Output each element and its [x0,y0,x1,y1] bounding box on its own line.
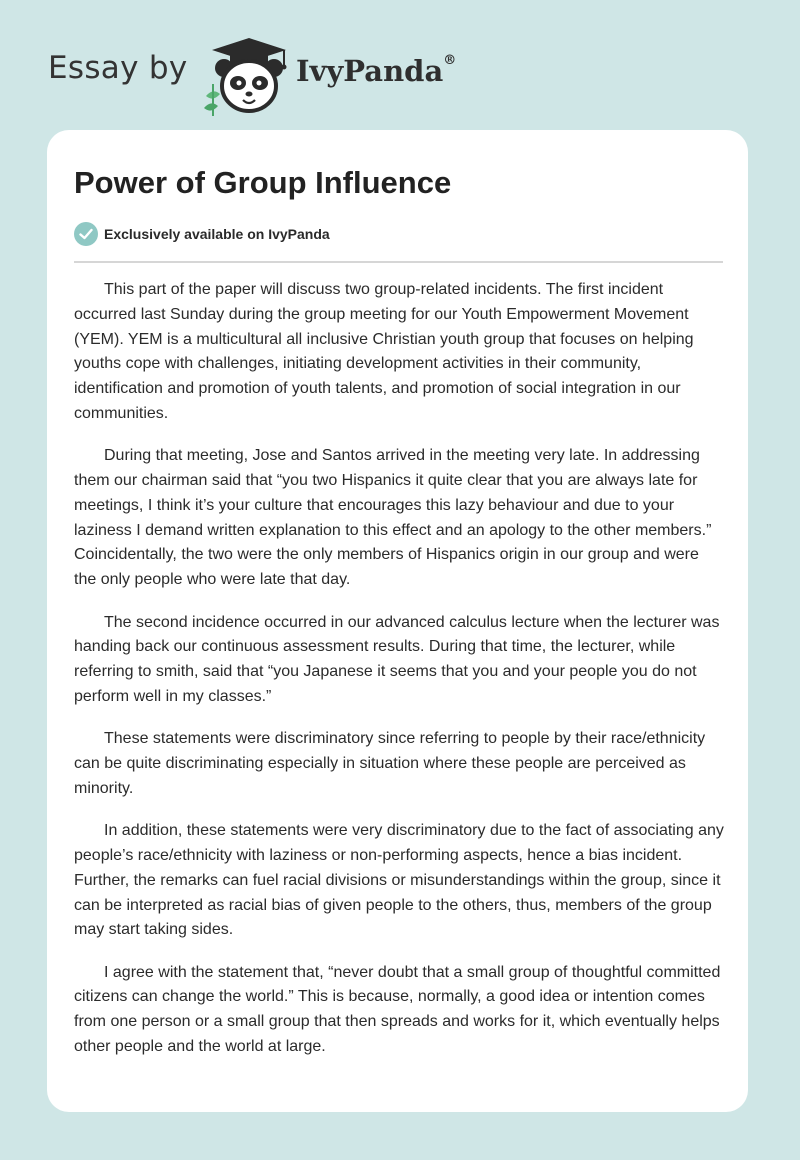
paragraph: During that meeting, Jose and Santos arrived in the meeting very late. In addressing them our chairman said that “you two Hispanics it quite clear that you are always late for meetings, I think it’s your culture that encourages this lazy behaviour and due to your laziness I demand written explanation to this effect and an apology to the other members.” Coincidentally, the two were the only members of Hispanics origin in our group and were the only people who were late that day. [74,447,712,589]
badge-text: Exclusively available on IvyPanda [104,226,330,242]
check-circle-icon [74,222,98,246]
panda-graduate-icon [200,34,298,118]
essay-card [47,130,748,1112]
exclusive-badge [74,222,330,246]
page-title: Power of Group Influence [74,165,452,200]
paragraph: This part of the paper will discuss two group-related incidents. The first incident occurred last Sunday during the group meeting for our Youth Empowerment Movement (YEM). YEM is a multicultural all inclusive Christian youth group that focuses on helping youths cope with challenges, initiating development activities in their community, identification and promotion of youth talents, and promotion of social integration in our communities. [74,281,694,422]
site-header [48,28,568,118]
paragraph: I agree with the statement that, “never doubt that a small group of thoughtful committed citizens can change the world.” This is because, normally, a good idea or intention comes from one person or a small group that then spreads and works for it, which eventually helps other people and the world at large. [74,963,721,1056]
paragraph: The second incidence occurred in our advanced calculus lecture when the lecturer was handing back our continuous assessment results. During that time, the lecturer, while referring to smith, said that “you Japanese it seems that you and your people you do not perform well in my classes.” [74,613,720,705]
essay-body [74,278,724,1077]
brand-name: IvyPanda® [296,53,457,88]
divider [74,261,723,263]
registered-mark: ® [443,53,457,69]
paragraph: These statements were discriminatory since referring to people by their race/ethnicity can be quite discriminating especially in situation where these people are perceived as minority. [74,730,706,797]
essay-by-label: Essay by [48,50,188,86]
paragraph: In addition, these statements were very discriminatory due to the fact of associating any people’s race/ethnicity with laziness or non-performing aspects, hence a bias incident. Further, the remarks can fuel racial divisions or misunderstandings within the group, since it can be interpreted as racial bias of given people to the others, thus, members of the group may start taking sides. [74,822,724,939]
